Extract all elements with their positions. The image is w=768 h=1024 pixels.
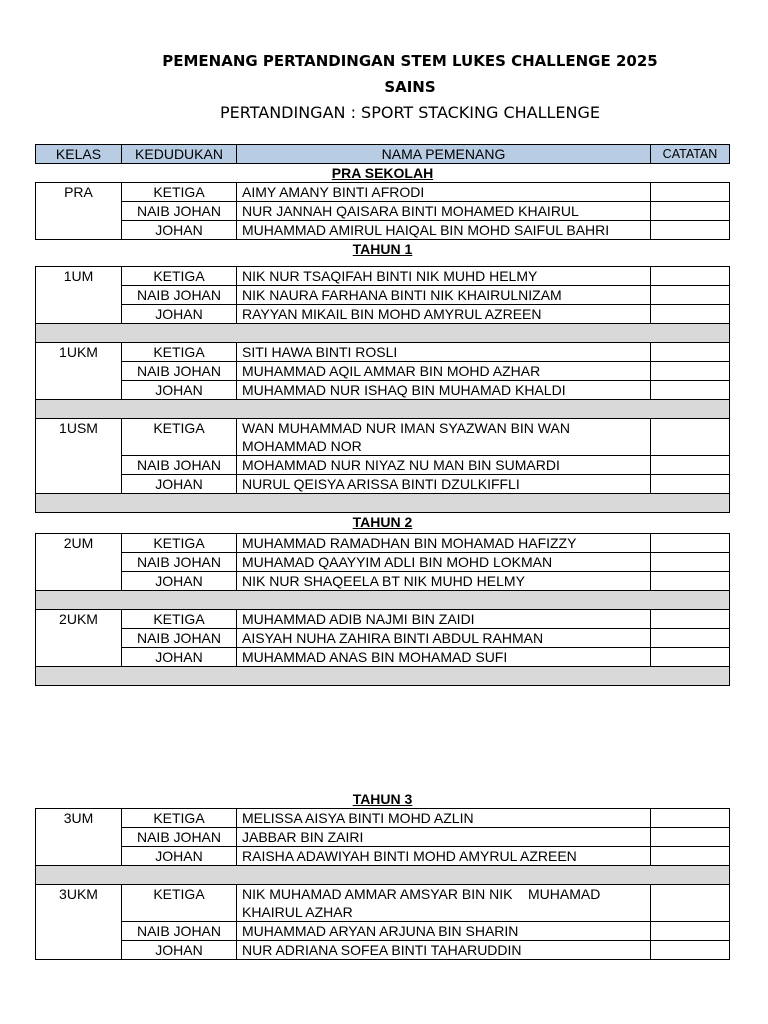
catatan-cell <box>651 648 730 667</box>
name-cell: RAYYAN MIKAIL BIN MOHD AMYRUL AZREEN <box>237 305 651 324</box>
section-row <box>36 790 730 809</box>
catatan-cell <box>651 456 730 475</box>
rank-cell: JOHAN <box>122 221 237 240</box>
name-cell: MUHAMMAD ARYAN ARJUNA BIN SHARIN <box>237 922 651 941</box>
catatan-cell <box>651 381 730 400</box>
rank-cell: KETIGA <box>122 267 237 286</box>
catatan-cell <box>651 221 730 240</box>
name-cell: NURUL QEISYA ARISSA BINTI DZULKIFFLI <box>237 475 651 494</box>
catatan-cell <box>651 475 730 494</box>
header-catatan: CATATAN <box>651 145 730 164</box>
kelas-cell: 3UM <box>36 809 122 866</box>
section-row <box>36 240 730 261</box>
kelas-cell: PRA <box>36 183 122 240</box>
kelas-cell: 1UKM <box>36 343 122 400</box>
rank-cell: JOHAN <box>122 847 237 866</box>
section-row <box>36 164 730 183</box>
table-row <box>36 922 730 941</box>
name-cell: WAN MUHAMMAD NUR IMAN SYAZWAN BIN WAN MOHAMMAD NOR <box>237 419 651 456</box>
rank-cell: JOHAN <box>122 305 237 324</box>
rank-cell: JOHAN <box>122 475 237 494</box>
name-cell: NIK MUHAMAD AMMAR AMSYAR BIN NIK MUHAMAD KHAIRUL AZHAR <box>237 885 651 922</box>
name-cell: JABBAR BIN ZAIRI <box>237 828 651 847</box>
separator-row <box>36 400 730 419</box>
name-cell: AISYAH NUHA ZAHIRA BINTI ABDUL RAHMAN <box>237 629 651 648</box>
winners-table-2 <box>35 790 730 960</box>
rank-cell: KETIGA <box>122 343 237 362</box>
catatan-cell <box>651 847 730 866</box>
catatan-cell <box>651 885 730 922</box>
separator-row <box>36 667 730 686</box>
rank-cell: NAIB JOHAN <box>122 456 237 475</box>
rank-cell: NAIB JOHAN <box>122 828 237 847</box>
table-row <box>36 885 730 922</box>
name-cell: MOHAMMAD NUR NIYAZ NU MAN BIN SUMARDI <box>237 456 651 475</box>
catatan-cell <box>651 553 730 572</box>
rank-cell: KETIGA <box>122 885 237 922</box>
table-row <box>36 267 730 286</box>
table-row <box>36 648 730 667</box>
table-row <box>36 572 730 591</box>
name-cell: SITI HAWA BINTI ROSLI <box>237 343 651 362</box>
catatan-cell <box>651 922 730 941</box>
header-nama: NAMA PEMENANG <box>237 145 651 164</box>
title-line-1: PEMENANG PERTANDINGAN STEM LUKES CHALLENGE 2025 <box>162 52 658 70</box>
table-row <box>36 629 730 648</box>
name-cell: MUHAMMAD NUR ISHAQ BIN MUHAMAD KHALDI <box>237 381 651 400</box>
name-cell: AIMY AMANY BINTI AFRODI <box>237 183 651 202</box>
catatan-cell <box>651 629 730 648</box>
rank-cell: NAIB JOHAN <box>122 922 237 941</box>
rank-cell: KETIGA <box>122 610 237 629</box>
table-row <box>36 456 730 475</box>
rank-cell: KETIGA <box>122 809 237 828</box>
title-line-3: PERTANDINGAN : SPORT STACKING CHALLENGE <box>220 103 600 122</box>
table-row <box>36 343 730 362</box>
rank-cell: JOHAN <box>122 381 237 400</box>
kelas-cell: 3UKM <box>36 885 122 960</box>
section-title-tahun3: TAHUN 3 <box>352 791 413 807</box>
name-cell: NIK NAURA FARHANA BINTI NIK KHAIRULNIZAM <box>237 286 651 305</box>
name-cell: NUR ADRIANA SOFEA BINTI TAHARUDDIN <box>237 941 651 960</box>
catatan-cell <box>651 183 730 202</box>
section-title-tahun1: TAHUN 1 <box>352 241 413 257</box>
name-cell: NIK NUR SHAQEELA BT NIK MUHD HELMY <box>237 572 651 591</box>
catatan-cell <box>651 534 730 553</box>
catatan-cell <box>651 362 730 381</box>
rank-cell: KETIGA <box>122 534 237 553</box>
table-row <box>36 553 730 572</box>
name-cell: MUHAMMAD AQIL AMMAR BIN MOHD AZHAR <box>237 362 651 381</box>
catatan-cell <box>651 828 730 847</box>
kelas-cell: 2UKM <box>36 610 122 667</box>
table-row <box>36 534 730 553</box>
catatan-cell <box>651 286 730 305</box>
rank-cell: NAIB JOHAN <box>122 362 237 381</box>
table-row <box>36 941 730 960</box>
rank-cell: JOHAN <box>122 941 237 960</box>
title-line-2: SAINS <box>384 78 436 96</box>
name-cell: NUR JANNAH QAISARA BINTI MOHAMED KHAIRUL <box>237 202 651 221</box>
rank-cell: KETIGA <box>122 419 237 456</box>
header-kelas: KELAS <box>36 145 122 164</box>
kelas-cell: 1UM <box>36 267 122 324</box>
table-row <box>36 809 730 828</box>
name-cell: MELISSA AISYA BINTI MOHD AZLIN <box>237 809 651 828</box>
separator-row <box>36 494 730 513</box>
name-cell: RAISHA ADAWIYAH BINTI MOHD AMYRUL AZREEN <box>237 847 651 866</box>
name-cell: MUHAMMAD ANAS BIN MOHAMAD SUFI <box>237 648 651 667</box>
name-cell: NIK NUR TSAQIFAH BINTI NIK MUHD HELMY <box>237 267 651 286</box>
catatan-cell <box>651 610 730 629</box>
header-row <box>36 145 730 164</box>
catatan-cell <box>651 267 730 286</box>
separator-row <box>36 324 730 343</box>
section-title-pra: PRA SEKOLAH <box>331 165 434 181</box>
section-title-tahun2: TAHUN 2 <box>352 514 413 530</box>
catatan-cell <box>651 572 730 591</box>
winners-table-1 <box>35 144 730 686</box>
separator-row <box>36 866 730 885</box>
table-row <box>36 419 730 456</box>
kelas-cell: 1USM <box>36 419 122 494</box>
name-cell: MUHAMAD QAAYYIM ADLI BIN MOHD LOKMAN <box>237 553 651 572</box>
table-row <box>36 381 730 400</box>
rank-cell: NAIB JOHAN <box>122 629 237 648</box>
table-row <box>36 847 730 866</box>
rank-cell: NAIB JOHAN <box>122 553 237 572</box>
catatan-cell <box>651 202 730 221</box>
table-row <box>36 475 730 494</box>
table-row <box>36 305 730 324</box>
table-row <box>36 828 730 847</box>
section-row <box>36 513 730 534</box>
rank-cell: JOHAN <box>122 648 237 667</box>
table-row <box>36 221 730 240</box>
table-row <box>36 610 730 629</box>
catatan-cell <box>651 809 730 828</box>
table-row <box>36 183 730 202</box>
name-cell: MUHAMMAD RAMADHAN BIN MOHAMAD HAFIZZY <box>237 534 651 553</box>
header-kedudukan: KEDUDUKAN <box>122 145 237 164</box>
catatan-cell <box>651 941 730 960</box>
rank-cell: JOHAN <box>122 572 237 591</box>
name-cell: MUHAMMAD ADIB NAJMI BIN ZAIDI <box>237 610 651 629</box>
rank-cell: NAIB JOHAN <box>122 202 237 221</box>
catatan-cell <box>651 419 730 456</box>
table-row <box>36 286 730 305</box>
rank-cell: NAIB JOHAN <box>122 286 237 305</box>
catatan-cell <box>651 343 730 362</box>
kelas-cell: 2UM <box>36 534 122 591</box>
name-cell: MUHAMMAD AMIRUL HAIQAL BIN MOHD SAIFUL BAHRI <box>237 221 651 240</box>
table-row <box>36 202 730 221</box>
table-row <box>36 362 730 381</box>
catatan-cell <box>651 305 730 324</box>
separator-row <box>36 591 730 610</box>
rank-cell: KETIGA <box>122 183 237 202</box>
